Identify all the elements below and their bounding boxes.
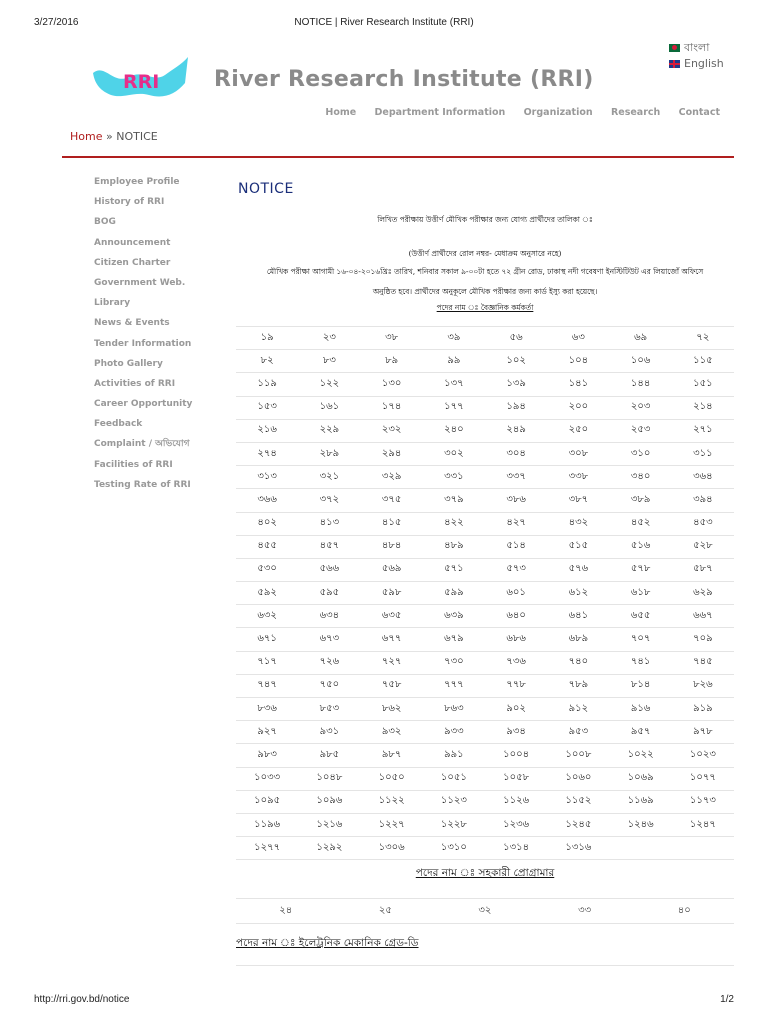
table-cell: ৩০৪	[485, 442, 547, 465]
table-cell: ১৩০	[361, 373, 423, 396]
table-cell: ১৩০৬	[361, 837, 423, 860]
table-cell	[672, 837, 734, 860]
table-cell: ৩২৯	[361, 466, 423, 489]
table-cell: ৯৮৩	[236, 744, 298, 767]
table-row	[236, 767, 734, 790]
table-cell: ১২৩৬	[485, 813, 547, 836]
notice-heading-line: লিখিত পরীক্ষায় উত্তীর্ণ মৌখিক পরীক্ষার জন্য যোগ্য প্রার্থীদের তালিকা ঃ	[377, 215, 593, 224]
table-cell: ১৩১০	[423, 837, 485, 860]
table-cell: ৯৯	[423, 350, 485, 373]
table-cell: ৯২৭	[236, 721, 298, 744]
table-cell: ৮২	[236, 350, 298, 373]
print-footer	[0, 994, 768, 1024]
table-row	[236, 651, 734, 674]
print-page-title: NOTICE | River Research Institute (RRI)	[294, 17, 474, 28]
table-cell: ৮৩	[298, 350, 360, 373]
table-cell: ৪৫৭	[298, 535, 360, 558]
table-cell: ৩০৮	[547, 442, 609, 465]
table-row	[236, 512, 734, 535]
table-cell: ১০৬	[610, 350, 672, 373]
table-cell: ১০৯৬	[298, 790, 360, 813]
table-cell: ১৬১	[298, 396, 360, 419]
table-cell: ১০৩৩	[236, 767, 298, 790]
nav-research[interactable]: Research	[610, 107, 661, 118]
table-cell: ৬২৯	[672, 582, 734, 605]
sidebar-item-history[interactable]: History of RRI	[94, 197, 165, 208]
table-cell: ৭২৬	[298, 651, 360, 674]
table-cell: ৩১১	[672, 442, 734, 465]
table-cell: ১৪৪	[610, 373, 672, 396]
table-cell: ২৭১	[672, 419, 734, 442]
table-row	[236, 442, 734, 465]
breadcrumb-current: NOTICE	[116, 130, 158, 143]
table-row	[236, 396, 734, 419]
table-cell: ২৮৯	[298, 442, 360, 465]
table-cell: ১০৫১	[423, 767, 485, 790]
table-cell: ৩২	[435, 899, 535, 924]
table-cell: ৮৯	[361, 350, 423, 373]
sidebar-item-announcement[interactable]: Announcement	[94, 237, 171, 248]
top-navigation	[310, 107, 720, 118]
table-cell: ৬৬৭	[672, 605, 734, 628]
table-row	[236, 813, 734, 836]
breadcrumb-home-link[interactable]: Home	[70, 130, 103, 143]
rri-logo[interactable]	[93, 55, 188, 105]
table-row	[236, 558, 734, 581]
table-cell: ৭২৭	[361, 651, 423, 674]
table-cell: ৩৮৬	[485, 489, 547, 512]
table-cell: ৬৫৫	[610, 605, 672, 628]
table-cell: ১৩১৬	[547, 837, 609, 860]
table-cell: ১২২৭	[361, 813, 423, 836]
table-cell: ১৭৪	[361, 396, 423, 419]
table-cell: ২৭৪	[236, 442, 298, 465]
table-cell: ১২২৮	[423, 813, 485, 836]
table-cell: ১১২৬	[485, 790, 547, 813]
table-cell: ৬৩৯	[423, 605, 485, 628]
table-cell: ২২৯	[298, 419, 360, 442]
bangladesh-flag-icon	[669, 44, 680, 52]
table-cell: ৯৩৪	[485, 721, 547, 744]
logo-text: RRI	[123, 71, 160, 93]
table-cell: ৩৯	[423, 327, 485, 350]
notice-roll-note: (উত্তীর্ণ প্রার্থীদের রোল নম্বর- মেধাক্রম অনুসারে নহে)	[408, 249, 562, 258]
table-cell: ৫৭৬	[547, 558, 609, 581]
post-title-scientific-officer: পদের নাম ঃ বৈজ্ঞানিক কর্মকর্তা	[436, 303, 534, 312]
table-cell: ৩৪০	[610, 466, 672, 489]
table-cell: ৭৪৫	[672, 651, 734, 674]
table-cell: ৩৩৮	[547, 466, 609, 489]
table-cell: ১০৫৮	[485, 767, 547, 790]
table-cell: ৯১৬	[610, 698, 672, 721]
table-cell: ৭৫০	[298, 674, 360, 697]
table-cell: ৯৩১	[298, 721, 360, 744]
print-date: 3/27/2016	[34, 17, 79, 28]
table-cell: ৩৮৯	[610, 489, 672, 512]
table-cell: ৩৭৯	[423, 489, 485, 512]
table-cell: ৫২৮	[672, 535, 734, 558]
content-divider	[236, 965, 734, 966]
table-cell: ৫৯৯	[423, 582, 485, 605]
sidebar-item-tender-information[interactable]: Tender Information	[94, 338, 192, 349]
sidebar-item-feedback[interactable]: Feedback	[94, 419, 143, 430]
sidebar-item-facilities[interactable]: Facilities of RRI	[94, 459, 173, 470]
print-url: http://rri.gov.bd/notice	[34, 994, 130, 1005]
table-row	[236, 419, 734, 442]
table-cell: ৪২৭	[485, 512, 547, 535]
table-cell: ৪৮৪	[361, 535, 423, 558]
table-cell: ৫৬	[485, 327, 547, 350]
table-cell: ২৪০	[423, 419, 485, 442]
table-cell: ২৪৯	[485, 419, 547, 442]
table-cell: ৫৭১	[423, 558, 485, 581]
sidebar-item-library[interactable]: Library	[94, 298, 131, 309]
sidebar-item-testing-rate[interactable]: Testing Rate of RRI	[94, 479, 191, 490]
table-cell: ১২৯২	[298, 837, 360, 860]
table-cell: ৯০২	[485, 698, 547, 721]
table-cell: ৮১৪	[610, 674, 672, 697]
table-cell: ১৯৪	[485, 396, 547, 419]
table-cell: ৩৩	[535, 899, 635, 924]
table-cell: ৫১৬	[610, 535, 672, 558]
table-cell: ১৩৯	[485, 373, 547, 396]
table-cell: ২১৬	[236, 419, 298, 442]
sidebar-item-activities[interactable]: Activities of RRI	[94, 378, 176, 389]
table-row	[236, 899, 734, 924]
table-cell: ২৩	[298, 327, 360, 350]
breadcrumb	[70, 130, 158, 143]
table-cell: ১০২২	[610, 744, 672, 767]
table-cell: ৫৭৩	[485, 558, 547, 581]
nav-contact[interactable]: Contact	[678, 107, 720, 118]
table-cell: ৭২	[672, 327, 734, 350]
table-cell: ১০০৮	[547, 744, 609, 767]
table-cell: ৪৩২	[547, 512, 609, 535]
table-cell: ১০৫০	[361, 767, 423, 790]
print-page-number: 1/2	[720, 994, 734, 1005]
table-cell: ৯৮৫	[298, 744, 360, 767]
table-cell: ৭৩০	[423, 651, 485, 674]
header-divider	[62, 156, 734, 158]
notice-title: NOTICE	[238, 181, 294, 197]
uk-flag-icon	[669, 60, 680, 68]
table-cell: ৭৪০	[547, 651, 609, 674]
table-cell: ৮২৬	[672, 674, 734, 697]
table-cell	[610, 837, 672, 860]
table-row	[236, 327, 734, 350]
table-cell: ৬৭৯	[423, 628, 485, 651]
table-cell: ৭৭৮	[485, 674, 547, 697]
sidebar-item-news-events[interactable]: News & Events	[94, 318, 170, 329]
table-cell: ২৯৪	[361, 442, 423, 465]
table-cell: ৬১২	[547, 582, 609, 605]
table-cell: ৮৫৩	[298, 698, 360, 721]
table-cell: ৬৮৬	[485, 628, 547, 651]
lang-bangla-link[interactable]: বাংলা	[669, 40, 724, 56]
table-cell: ৬৩৪	[298, 605, 360, 628]
table-cell: ১১৬৯	[610, 790, 672, 813]
table-cell: ১১৯৬	[236, 813, 298, 836]
nav-department-information[interactable]: Department Information	[374, 107, 506, 118]
table-cell: ১৩১৪	[485, 837, 547, 860]
nav-organization[interactable]: Organization	[523, 107, 593, 118]
table-cell: ১৯	[236, 327, 298, 350]
table-cell: ৩০২	[423, 442, 485, 465]
sidebar-item-career-opportunity[interactable]: Career Opportunity	[94, 399, 193, 410]
table-cell: ৪১৫	[361, 512, 423, 535]
sidebar-item-citizen-charter[interactable]: Citizen Charter	[94, 257, 171, 268]
table-cell: ১০০৪	[485, 744, 547, 767]
table-row	[236, 466, 734, 489]
table-cell: ৩২১	[298, 466, 360, 489]
table-row	[236, 628, 734, 651]
sidebar-item-employee-profile[interactable]: Employee Profile	[94, 177, 180, 187]
table-cell: ১৪১	[547, 373, 609, 396]
table-cell: ৪৮৯	[423, 535, 485, 558]
table-cell: ১০৪৮	[298, 767, 360, 790]
table-cell: ৪৫২	[610, 512, 672, 535]
site-title[interactable]: River Research Institute (RRI)	[214, 67, 594, 92]
print-header	[0, 0, 768, 26]
table-cell: ৬০১	[485, 582, 547, 605]
table-cell: ৯১২	[547, 698, 609, 721]
table-cell: ১০৭৭	[672, 767, 734, 790]
table-cell: ৬৭৭	[361, 628, 423, 651]
table-cell: ৫৩০	[236, 558, 298, 581]
table-cell: ২৩২	[361, 419, 423, 442]
table-cell: ৬৩২	[236, 605, 298, 628]
table-cell: ৭৪৭	[236, 674, 298, 697]
table-cell: ৯৭৮	[672, 721, 734, 744]
sidebar-item-bog[interactable]: BOG	[94, 217, 116, 228]
table-cell: ১১৫২	[547, 790, 609, 813]
table-cell: ৯৯১	[423, 744, 485, 767]
table-cell: ৭৫৮	[361, 674, 423, 697]
table-cell: ৫৭৮	[610, 558, 672, 581]
table-cell: ২৫৩	[610, 419, 672, 442]
table-cell: ২০০	[547, 396, 609, 419]
table-cell: ৬৪০	[485, 605, 547, 628]
table-cell: ৩৯৪	[672, 489, 734, 512]
table-cell: ৬৯	[610, 327, 672, 350]
table-cell: ৭০৯	[672, 628, 734, 651]
table-cell: ১২৪৭	[672, 813, 734, 836]
breadcrumb-separator: »	[102, 130, 117, 143]
table-cell: ১০২৩	[672, 744, 734, 767]
table-row	[236, 837, 734, 860]
table-cell: ৭১৭	[236, 651, 298, 674]
table-cell: ৭৭৭	[423, 674, 485, 697]
table-cell: ৩৮	[361, 327, 423, 350]
notice-exam-schedule: মৌখিক পরীক্ষা আগামী ১৬-০৪-২০১৬খ্রিঃ তারিখ, শনিবার সকাল ৯-০০টা হতে ৭২ গ্রীন রোড, ঢাকাস্থ নদী গবেষণা ইনস্টিটিউট এর লিয়াজোঁ অফিসে	[266, 267, 704, 276]
table-cell: ২৫	[336, 899, 436, 924]
table-cell: ১০৬০	[547, 767, 609, 790]
sidebar-item-government-web[interactable]: Government Web.	[94, 277, 186, 288]
table-cell: ১০৪	[547, 350, 609, 373]
table-cell: ১০৬৯	[610, 767, 672, 790]
table-cell: ৮৩৬	[236, 698, 298, 721]
table-cell: ১১২৩	[423, 790, 485, 813]
table-cell: ১২৭৭	[236, 837, 298, 860]
table-cell: ৬১৮	[610, 582, 672, 605]
table-cell: ১১২২	[361, 790, 423, 813]
table-row	[236, 721, 734, 744]
sidebar-item-photo-gallery[interactable]: Photo Gallery	[94, 358, 163, 369]
sidebar-menu	[94, 176, 192, 499]
table-cell: ৫৬৯	[361, 558, 423, 581]
table-cell: ১২১৬	[298, 813, 360, 836]
table-cell: ৫৬৬	[298, 558, 360, 581]
language-switcher	[669, 40, 724, 72]
notice-admit-card-line: অনুষ্ঠিত হবে। প্রার্থীদের অনুকূলে মৌখিক পরীক্ষার জন্য কার্ড ইস্যু করা হয়েছে।	[372, 287, 598, 296]
post-title-electronic-mechanic: পদের নাম ঃ ইলেট্রনিক মেকানিক গ্রেড-ডি	[236, 937, 419, 949]
table-cell: ৫৯২	[236, 582, 298, 605]
table-cell: ৫১৫	[547, 535, 609, 558]
table-cell: ৫৯৫	[298, 582, 360, 605]
table-cell: ৫৯৮	[361, 582, 423, 605]
table-cell: ১১৫	[672, 350, 734, 373]
table-cell: ১৩৭	[423, 373, 485, 396]
sidebar-item-complaint[interactable]: Complaint / অভিযোগ	[94, 439, 190, 450]
table-cell: ৪০২	[236, 512, 298, 535]
lang-english-link[interactable]: English	[669, 56, 724, 72]
table-cell: ৯৩৩	[423, 721, 485, 744]
table-cell: ৭৪১	[610, 651, 672, 674]
table-cell: ১০৯৫	[236, 790, 298, 813]
roll-table-assistant-programmer	[236, 898, 734, 924]
table-cell: ২১৪	[672, 396, 734, 419]
table-cell: ৬৮৯	[547, 628, 609, 651]
table-row	[236, 698, 734, 721]
table-row	[236, 605, 734, 628]
table-cell: ৫১৪	[485, 535, 547, 558]
table-cell: ৯৫৩	[547, 721, 609, 744]
nav-home[interactable]: Home	[325, 107, 357, 118]
table-cell: ৩১৩	[236, 466, 298, 489]
table-row	[236, 674, 734, 697]
table-cell: ১৭৭	[423, 396, 485, 419]
table-cell: ৮৬৩	[423, 698, 485, 721]
table-row	[236, 489, 734, 512]
table-cell: ২৫০	[547, 419, 609, 442]
table-cell: ৬৪১	[547, 605, 609, 628]
table-cell: ৪২২	[423, 512, 485, 535]
table-cell: ৬৩	[547, 327, 609, 350]
table-cell: ১২২	[298, 373, 360, 396]
table-row	[236, 373, 734, 396]
table-cell: ১১৭৩	[672, 790, 734, 813]
table-cell: ৯৫৭	[610, 721, 672, 744]
table-cell: ৯৩২	[361, 721, 423, 744]
table-cell: ৭৩৬	[485, 651, 547, 674]
table-cell: ৬৭৩	[298, 628, 360, 651]
table-row	[236, 535, 734, 558]
table-cell: ৩৭২	[298, 489, 360, 512]
table-cell: ৯৮৭	[361, 744, 423, 767]
table-cell: ১০২	[485, 350, 547, 373]
table-cell: ৬৩৫	[361, 605, 423, 628]
table-row	[236, 350, 734, 373]
table-cell: ৪৫৩	[672, 512, 734, 535]
table-cell: ৪১৩	[298, 512, 360, 535]
table-cell: ১১৯	[236, 373, 298, 396]
table-cell: ৬৭১	[236, 628, 298, 651]
table-cell: ২৪	[236, 899, 336, 924]
table-cell: ১৫১	[672, 373, 734, 396]
table-cell: ৮৬২	[361, 698, 423, 721]
table-row	[236, 744, 734, 767]
table-cell: ৪০	[634, 899, 734, 924]
table-cell: ৯১৯	[672, 698, 734, 721]
table-cell: ৩৭৫	[361, 489, 423, 512]
post-title-assistant-programmer: পদের নাম ঃ সহকারী প্রোগ্রামার	[415, 867, 555, 879]
table-cell: ৩৩১	[423, 466, 485, 489]
table-cell: ১২৪৫	[547, 813, 609, 836]
table-cell: ৩৩৭	[485, 466, 547, 489]
table-cell: ৭৮৯	[547, 674, 609, 697]
table-cell: ৩৮৭	[547, 489, 609, 512]
table-cell: ৭০৭	[610, 628, 672, 651]
table-cell: ৩১০	[610, 442, 672, 465]
roll-table-scientific-officer	[236, 326, 734, 860]
table-cell: ৩৬৬	[236, 489, 298, 512]
table-row	[236, 790, 734, 813]
table-cell: ১২৪৬	[610, 813, 672, 836]
table-cell: ২০৩	[610, 396, 672, 419]
table-cell: ৪৫৫	[236, 535, 298, 558]
table-cell: ৫৮৭	[672, 558, 734, 581]
table-cell: ১৫৩	[236, 396, 298, 419]
table-cell: ৩৬৪	[672, 466, 734, 489]
table-row	[236, 582, 734, 605]
